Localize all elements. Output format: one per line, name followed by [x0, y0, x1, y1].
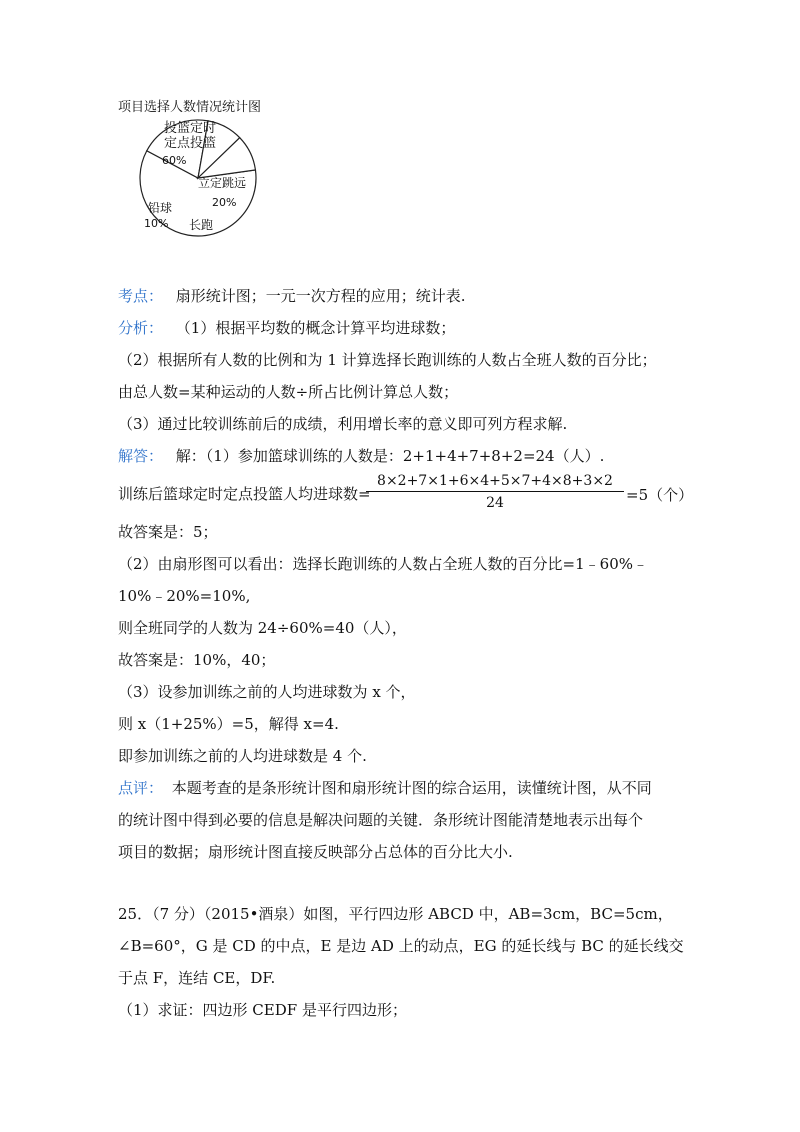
- avg-fraction: [366, 472, 624, 512]
- problem25-line-1: 25．（7 分）（2015•酒泉）如图，平行四边形 ABCD 中，AB=3cm，BC=5cm，: [118, 905, 673, 923]
- answer-2: 故答案是：10%，40；: [118, 651, 276, 669]
- kaodian-line: [118, 286, 466, 306]
- pie-value-label-2: 20%: [212, 196, 237, 209]
- dianping-label: 点评：: [118, 779, 164, 797]
- dianping-text-3: 项目的数据；扇形统计图直接反映部分占总体的百分比大小.: [118, 843, 513, 861]
- avg-numerator: 8×2+7×1+6×4+5×7+4×8+3×2: [377, 473, 613, 489]
- kaodian-text: 扇形统计图；一元一次方程的应用；统计表.: [175, 287, 466, 305]
- problem25-line-3: 于点 F，连结 CE，DF.: [118, 969, 276, 987]
- pie-value-label-1: 60%: [162, 154, 187, 167]
- answer-1: 故答案是：5；: [118, 523, 218, 541]
- fenxi-line: [118, 318, 455, 338]
- part3-2: 则 x（1+25%）=5，解得 x=4.: [118, 715, 339, 733]
- pie-label-3-line-1: 长跑: [189, 218, 214, 232]
- avg-suffix: =5（个）: [626, 486, 694, 504]
- kaodian-label: 考点：: [118, 287, 164, 305]
- problem25-line-2: ∠B=60°，G 是 CD 的中点，E 是边 AD 上的动点，EG 的延长线与 BC 的延长线交: [118, 937, 684, 955]
- dianping-line: [118, 778, 652, 798]
- pie-label-2-line-1: 立定跳远: [198, 176, 247, 190]
- fenxi-label: 分析：: [118, 319, 164, 337]
- part2-3: 则全班同学的人数为 24÷60%=40（人），: [118, 619, 407, 637]
- dianping-text-1: 本题考查的是条形统计图和扇形统计图的综合运用，读懂统计图，从不同: [171, 779, 652, 797]
- chart-title: 项目选择人数情况统计图: [118, 100, 262, 115]
- pie-label-1-line-2: 定点投篮: [164, 136, 217, 151]
- pie-label-4-line-1: 铅球: [148, 201, 173, 215]
- jieda-text-1: 解：（1）参加篮球训练的人数是：2+1+4+7+8+2=24（人）.: [175, 447, 605, 465]
- fenxi-text-4: （3）通过比较训练前后的成绩，利用增长率的意义即可列方程求解.: [118, 415, 568, 433]
- part3-3: 即参加训练之前的人均进球数是 4 个.: [118, 747, 367, 765]
- part2-1: （2）由扇形图可以看出：选择长跑训练的人数占全班人数的百分比=1﹣60%﹣: [118, 555, 648, 573]
- problem25-line-4: （1）求证：四边形 CEDF 是平行四边形；: [118, 1001, 407, 1019]
- fenxi-text-3: 由总人数=某种运动的人数÷所占比例计算总人数；: [118, 383, 459, 401]
- jieda-label: 解答：: [118, 447, 164, 465]
- jieda-line: [118, 446, 604, 466]
- avg-prefix: 训练后篮球定时定点投篮人均进球数=: [118, 485, 371, 503]
- pie-value-label-4: 10%: [144, 217, 169, 230]
- pie-chart: [134, 116, 262, 240]
- dianping-text-2: 的统计图中得到必要的信息是解决问题的关键．条形统计图能清楚地表示出每个: [118, 811, 644, 829]
- part3-1: （3）设参加训练之前的人均进球数为 x 个，: [118, 683, 416, 701]
- fenxi-text-1: （1）根据平均数的概念计算平均进球数；: [175, 319, 456, 337]
- pie-label-1-line-1: 投篮定时: [164, 121, 217, 136]
- part2-2: 10%﹣20%=10%,: [118, 587, 251, 605]
- fraction-bar: [366, 491, 624, 492]
- fenxi-text-2: （2）根据所有人数的比例和为 1 计算选择长跑训练的人数占全班人数的百分比；: [118, 351, 657, 369]
- avg-denominator: 24: [486, 495, 504, 511]
